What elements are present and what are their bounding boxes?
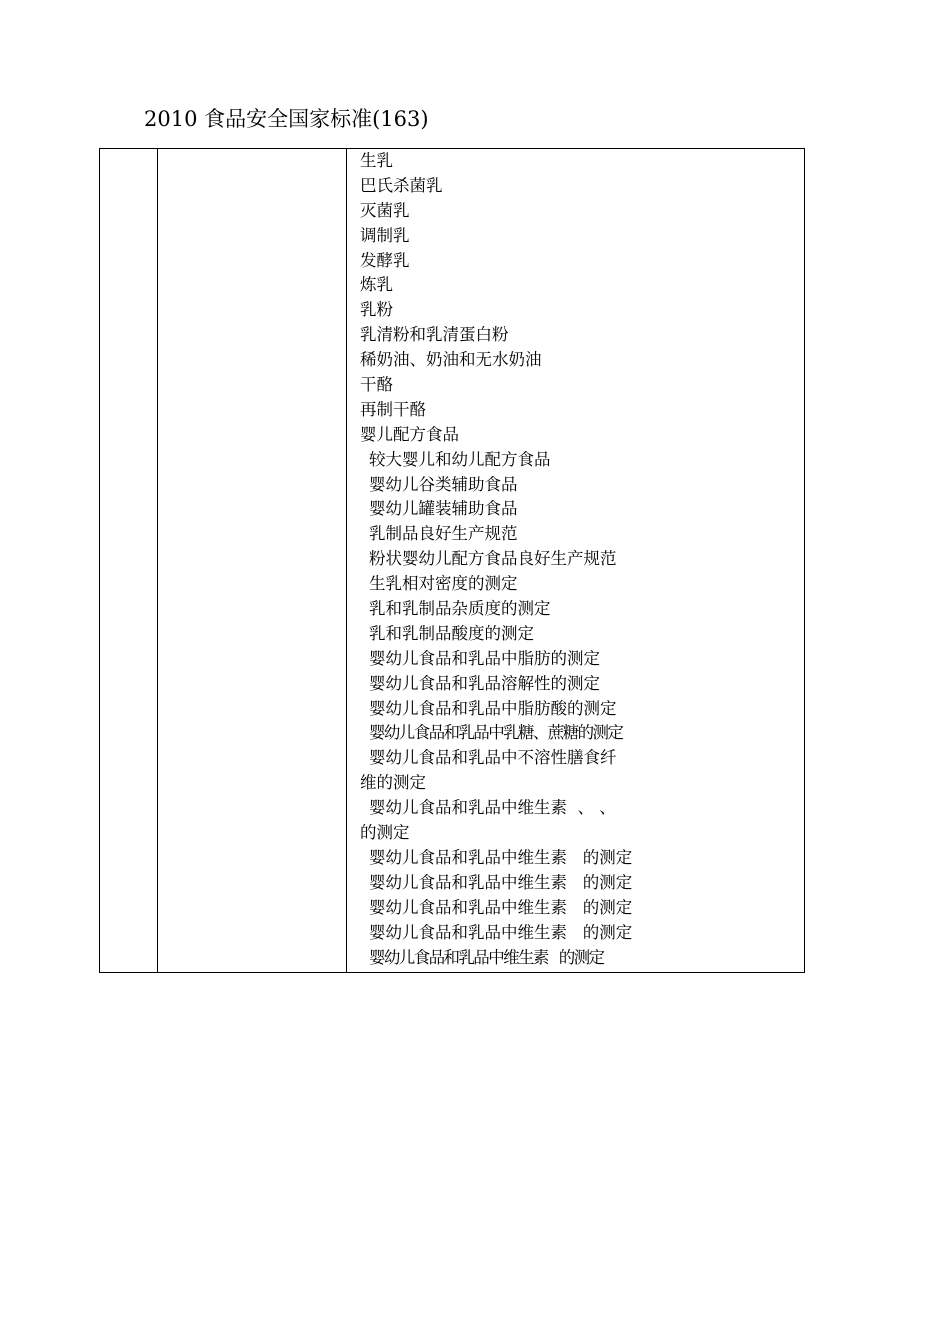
list-item: 炼乳 [360, 275, 393, 295]
document-title: 2010 食品安全国家标准(163) [144, 107, 429, 131]
list-item: 婴幼儿食品和乳品中维生素 、 、 [369, 798, 616, 818]
list-item: 调制乳 [360, 225, 410, 245]
list-item: 稀奶油、奶油和无水奶油 [360, 350, 542, 370]
list-item: 婴儿配方食品 [360, 424, 459, 444]
column-divider-2 [346, 149, 347, 972]
list-item: 婴幼儿食品和乳品中不溶性膳食纤 [369, 748, 617, 768]
list-item: 的测定 [360, 823, 410, 843]
list-item: 乳制品良好生产规范 [369, 524, 518, 544]
list-item: 婴幼儿食品和乳品溶解性的测定 [369, 673, 600, 693]
list-item: 干酪 [360, 375, 393, 395]
list-item: 婴幼儿食品和乳品中维生素 的测定 [369, 947, 604, 967]
list-item: 婴幼儿谷类辅助食品 [369, 474, 518, 494]
list-item: 维的测定 [360, 773, 426, 793]
standards-table [99, 148, 805, 973]
list-item: 再制干酪 [360, 399, 426, 419]
list-item: 发酵乳 [360, 250, 410, 270]
list-item: 乳清粉和乳清蛋白粉 [360, 325, 509, 345]
table-cell-col2 [158, 149, 346, 972]
list-item: 婴幼儿罐装辅助食品 [369, 499, 518, 519]
list-item: 婴幼儿食品和乳品中脂肪酸的测定 [369, 698, 617, 718]
list-item: 乳和乳制品杂质度的测定 [369, 599, 551, 619]
standards-list [360, 149, 800, 970]
table-cell-col1 [100, 149, 157, 972]
list-item: 巴氏杀菌乳 [360, 175, 443, 195]
column-divider-1 [157, 149, 158, 972]
list-item: 粉状婴幼儿配方食品良好生产规范 [369, 549, 617, 569]
list-item: 乳和乳制品酸度的测定 [369, 623, 534, 643]
list-item: 婴幼儿食品和乳品中脂肪的测定 [369, 648, 600, 668]
list-item: 生乳相对密度的测定 [369, 574, 518, 594]
list-item: 婴幼儿食品和乳品中维生素 的测定 [369, 897, 633, 917]
list-item: 婴幼儿食品和乳品中维生素 的测定 [369, 922, 633, 942]
list-item: 灭菌乳 [360, 200, 410, 220]
list-item: 婴幼儿食品和乳品中乳糖、蔗糖的测定 [369, 723, 623, 743]
list-item: 乳粉 [360, 300, 393, 320]
list-item: 婴幼儿食品和乳品中维生素 的测定 [369, 872, 633, 892]
list-item: 生乳 [360, 151, 393, 170]
list-item: 婴幼儿食品和乳品中维生素 的测定 [369, 847, 633, 867]
list-item: 较大婴儿和幼儿配方食品 [369, 449, 551, 469]
